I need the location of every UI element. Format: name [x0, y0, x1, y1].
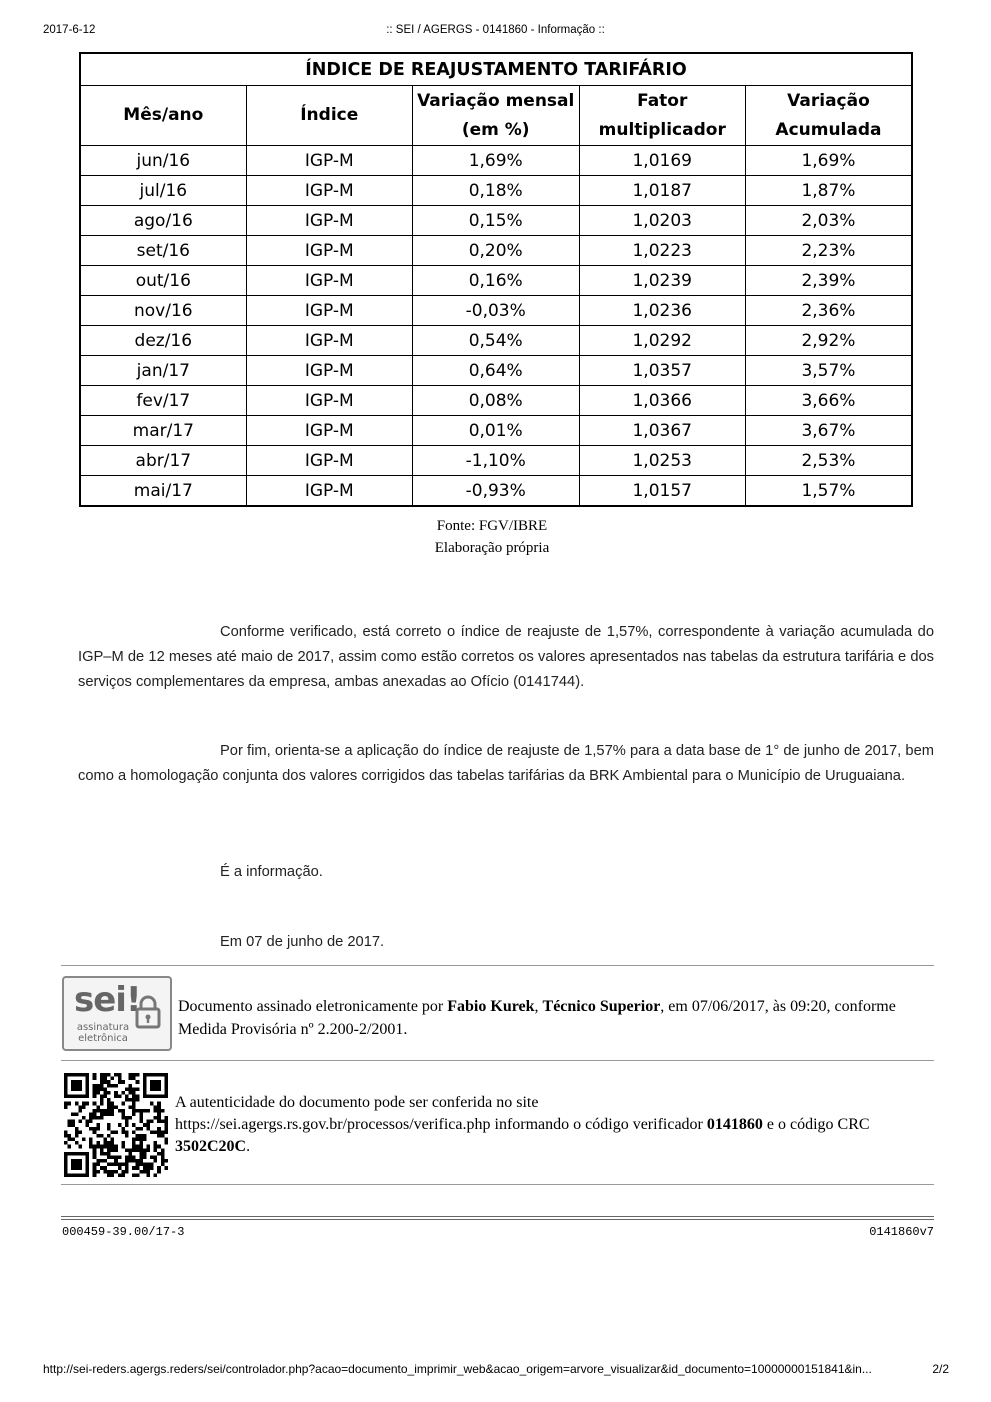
table-row	[80, 146, 912, 176]
cell-indice: IGP-M	[246, 296, 412, 326]
table-row	[80, 206, 912, 236]
col-header-variacao-acumulada	[745, 86, 912, 146]
cell-variacao-mensal: -0,03%	[412, 296, 579, 326]
cell-variacao-mensal: 0,15%	[412, 206, 579, 236]
sei-signature-logo	[62, 976, 172, 1051]
cell-indice: IGP-M	[246, 146, 412, 176]
col-header-mes-ano	[80, 86, 246, 146]
cell-fator: 1,0203	[579, 206, 745, 236]
cell-fator: 1,0157	[579, 476, 745, 507]
cell-variacao-acumulada: 1,69%	[745, 146, 912, 176]
col-header-text: Índice	[300, 105, 359, 125]
authenticity-line: A autenticidade do documento pode ser conferida no site	[175, 1094, 539, 1111]
cell-mes-ano: out/16	[80, 266, 246, 296]
verification-code: 0141860	[706, 1116, 763, 1133]
cell-fator: 1,0236	[579, 296, 745, 326]
col-header-text: multiplicador	[598, 119, 726, 140]
table-row	[80, 386, 912, 416]
cell-indice: IGP-M	[246, 446, 412, 476]
cell-mes-ano: mai/17	[80, 476, 246, 507]
paragraph-orientacao	[78, 739, 934, 789]
cell-variacao-acumulada: 3,66%	[745, 386, 912, 416]
cell-mes-ano: fev/17	[80, 386, 246, 416]
paragraph-text: Conforme verificado, está correto o índice de reajuste de 1,57%, correspondente à variação acumulada do IGP–M de 12 meses até maio de 2017, assim como estão corretos os valores apresentados nas tabelas da estrutura tarifária e dos serviços complementares da empresa, ambas anexadas ao Ofício (0141744).	[78, 624, 934, 690]
table-row	[80, 296, 912, 326]
col-header-text: Acumulada	[775, 119, 882, 140]
cell-variacao-mensal: 0,16%	[412, 266, 579, 296]
cell-fator: 1,0239	[579, 266, 745, 296]
authenticity-url-text: https://sei.agergs.rs.gov.br/processos/verifica.php informando o código verificador	[175, 1116, 707, 1133]
col-header-text: Fator	[637, 90, 688, 111]
cell-variacao-mensal: 0,64%	[412, 356, 579, 386]
cell-fator: 1,0253	[579, 446, 745, 476]
authenticity-mid: e o código CRC	[762, 1116, 870, 1133]
authenticity-text	[175, 1092, 935, 1158]
divider	[61, 1219, 934, 1220]
cell-variacao-mensal: -0,93%	[412, 476, 579, 507]
cell-indice: IGP-M	[246, 206, 412, 236]
divider	[61, 965, 934, 966]
cell-variacao-acumulada: 2,92%	[745, 326, 912, 356]
col-header-text: Variação	[787, 90, 870, 111]
cell-mes-ano: set/16	[80, 236, 246, 266]
signature-text	[178, 995, 938, 1041]
table-row	[80, 176, 912, 206]
cell-indice: IGP-M	[246, 416, 412, 446]
cell-fator: 1,0357	[579, 356, 745, 386]
table-body	[80, 146, 912, 507]
table-title: ÍNDICE DE REAJUSTAMENTO TARIFÁRIO	[80, 53, 912, 86]
cell-variacao-mensal: 0,54%	[412, 326, 579, 356]
cell-variacao-acumulada: 2,03%	[745, 206, 912, 236]
signature-post: , em 07/06/2017, às 09:20, conforme Medida Provisória nº 2.200-2/2001.	[178, 998, 896, 1038]
process-number: 000459-39.00/17-3	[62, 1225, 185, 1239]
cell-mes-ano: mar/17	[80, 416, 246, 446]
cell-indice: IGP-M	[246, 386, 412, 416]
signature-pre: Documento assinado eletronicamente por	[178, 998, 448, 1015]
qr-code-icon	[64, 1073, 168, 1177]
header-date: 2017-6-12	[43, 24, 96, 36]
cell-fator: 1,0292	[579, 326, 745, 356]
authenticity-end: .	[246, 1138, 251, 1155]
paragraph-data	[78, 930, 934, 955]
cell-variacao-acumulada: 1,87%	[745, 176, 912, 206]
cell-mes-ano: abr/17	[80, 446, 246, 476]
padlock-icon	[134, 994, 162, 1030]
document-version: 0141860v7	[869, 1225, 934, 1239]
page-number: 2/2	[932, 1362, 949, 1376]
cell-variacao-acumulada: 2,39%	[745, 266, 912, 296]
col-header-fator	[579, 86, 745, 146]
source-line: Fonte: FGV/IBRE	[436, 518, 548, 534]
col-header-text: (em %)	[461, 119, 530, 140]
reajuste-table	[79, 52, 913, 507]
col-header-text: Variação mensal	[417, 90, 575, 111]
signer-role: Técnico Superior	[542, 998, 661, 1015]
cell-variacao-mensal: 0,08%	[412, 386, 579, 416]
cell-fator: 1,0223	[579, 236, 745, 266]
cell-fator: 1,0367	[579, 416, 745, 446]
cell-indice: IGP-M	[246, 266, 412, 296]
logo-text: sei!	[74, 980, 141, 1020]
table-row	[80, 476, 912, 507]
table-row	[80, 266, 912, 296]
logo-subtext: assinatura eletrônica	[76, 1022, 130, 1044]
col-header-indice	[246, 86, 412, 146]
divider	[61, 1216, 934, 1217]
page-url: http://sei-reders.agergs.reders/sei/controlador.php?acao=documento_imprimir_web&acao_origem=arvore_visualizar&id_documento=10000000151841&in...	[43, 1362, 872, 1376]
cell-fator: 1,0187	[579, 176, 745, 206]
cell-mes-ano: jul/16	[80, 176, 246, 206]
cell-fator: 1,0366	[579, 386, 745, 416]
cell-variacao-mensal: 0,18%	[412, 176, 579, 206]
col-header-variacao-mensal	[412, 86, 579, 146]
cell-variacao-mensal: -1,10%	[412, 446, 579, 476]
cell-mes-ano: nov/16	[80, 296, 246, 326]
source-note: Elaboração própria	[434, 540, 550, 556]
cell-fator: 1,0169	[579, 146, 745, 176]
table-row	[80, 236, 912, 266]
cell-indice: IGP-M	[246, 476, 412, 507]
paragraph-informacao	[78, 860, 934, 885]
header-title: :: SEI / AGERGS - 0141860 - Informação ::	[386, 24, 605, 36]
col-header-text: Mês/ano	[123, 105, 204, 125]
cell-indice: IGP-M	[246, 356, 412, 386]
cell-mes-ano: dez/16	[80, 326, 246, 356]
cell-indice: IGP-M	[246, 176, 412, 206]
cell-mes-ano: jan/17	[80, 356, 246, 386]
cell-indice: IGP-M	[246, 236, 412, 266]
paragraph-text: Em 07 de junho de 2017.	[220, 934, 385, 950]
divider	[61, 1060, 934, 1061]
cell-variacao-mensal: 0,01%	[412, 416, 579, 446]
cell-variacao-mensal: 1,69%	[412, 146, 579, 176]
table-row	[80, 356, 912, 386]
paragraph-text: É a informação.	[220, 864, 323, 880]
divider	[61, 1184, 934, 1185]
cell-mes-ano: ago/16	[80, 206, 246, 236]
cell-variacao-acumulada: 3,67%	[745, 416, 912, 446]
table-row	[80, 326, 912, 356]
cell-indice: IGP-M	[246, 326, 412, 356]
paragraph-verificacao	[78, 620, 934, 695]
cell-variacao-acumulada: 1,57%	[745, 476, 912, 507]
cell-variacao-acumulada: 2,53%	[745, 446, 912, 476]
table-row	[80, 446, 912, 476]
table-row	[80, 416, 912, 446]
cell-variacao-acumulada: 3,57%	[745, 356, 912, 386]
crc-code: 3502C20C	[175, 1138, 247, 1155]
paragraph-text: Por fim, orienta-se a aplicação do índice de reajuste de 1,57% para a data base de 1° de junho de 2017, bem como a homologação conjunta dos valores corrigidos das tabelas tarifárias da BRK Ambiental para o Município de Uruguaiana.	[78, 743, 934, 784]
signer-name: Fabio Kurek	[447, 998, 535, 1015]
cell-variacao-acumulada: 2,23%	[745, 236, 912, 266]
cell-variacao-acumulada: 2,36%	[745, 296, 912, 326]
cell-mes-ano: jun/16	[80, 146, 246, 176]
signature-sep: ,	[534, 998, 543, 1015]
cell-variacao-mensal: 0,20%	[412, 236, 579, 266]
